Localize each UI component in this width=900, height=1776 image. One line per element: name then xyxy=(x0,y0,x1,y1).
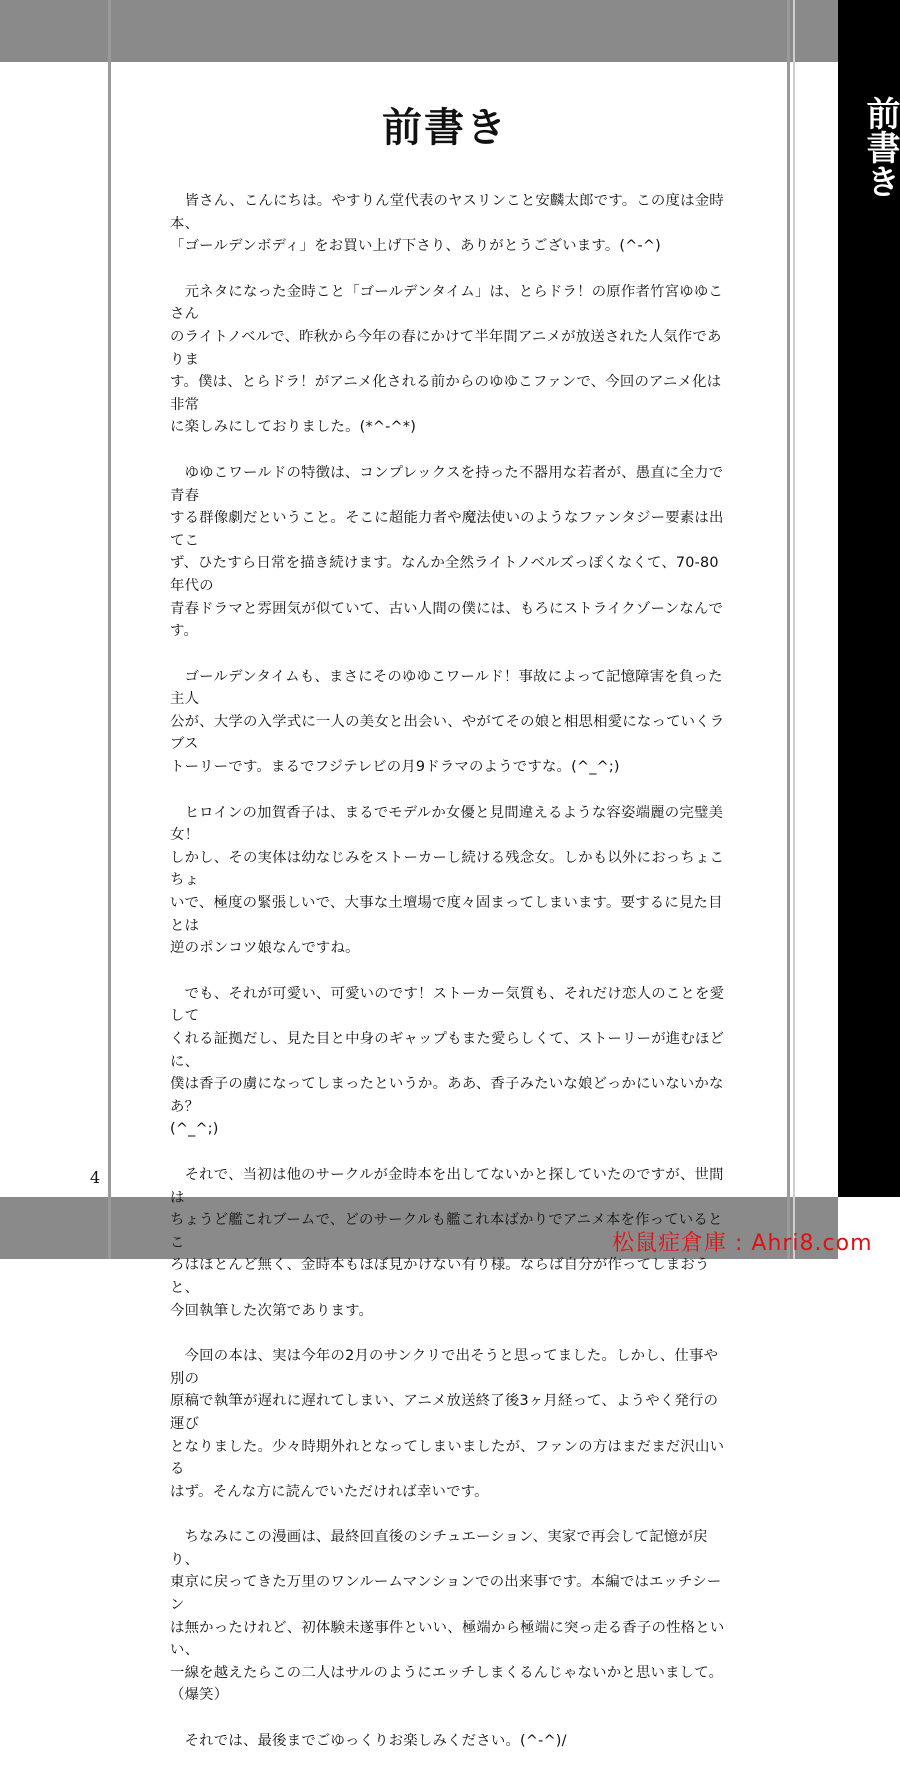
page-number: 4 xyxy=(90,1168,101,1187)
paragraph: ヒロインの加賀香子は、まるでモデルか女優と見間違えるような容姿端麗の完璧美女！ しかし、その実体は幼なじみをストーカーし続ける残念女。しかも以外におっちょこちょ いで、極度の緊張しいで、大事な土壇場で度々固まってしまいます。要するに見た目とは 逆のポンコツ娘なんですね。 xyxy=(170,804,725,957)
right-margin-rule xyxy=(787,0,790,1259)
watermark-text: 松鼠症倉庫 : Ahri8.com xyxy=(612,1231,873,1256)
paragraph: ゆゆこワールドの特徴は、コンプレックスを持った不器用な若者が、愚直に全力で青春 する群像劇だということ。そこに超能力者や魔法使いのようなファンタジー要素は出てこ ず、ひたすら日常を描き続けます。なんか全然ライトノベルズっぽくなくて、70-80年代の 青春ドラマと雰囲気が似ていて、古い人間の僕には、もろにストライクゾーンなんです。 xyxy=(170,464,724,640)
left-margin-rule xyxy=(108,0,111,1259)
paragraph: 元ネタになった金時こと「ゴールデンタイム」は、とらドラ！の原作者竹宮ゆゆこさん のライトノベルで、昨秋から今年の春にかけて半年間アニメが放送された人気作でありま す。僕は、とらドラ！がアニメ化される前からのゆゆこファンで、今回のアニメ化は非常 に楽しみにしておりました。(*^-^*) xyxy=(170,283,724,436)
paragraph: それでは、最後までごゆっくりお楽しみください。(^-^)/ xyxy=(170,1733,567,1750)
paragraph: ちなみにこの漫画は、最終回直後のシチュエーション、実家で再会して記憶が戻り、 東京に戻ってきた万里のワンルームマンションでの出来事です。本編ではエッチシーン は無かったけれど、初体験未遂事件といい、極端から極端に突っ走る香子の性格といい、 一線を越えたらこの二人はサルのようにエッチしまくるんじゃないかと思いまして。 （爆笑） xyxy=(170,1529,725,1704)
paragraph: 皆さん、こんにちは。やすりん堂代表のヤスリンこと安麟太郎です。この度は金時本、 「ゴールデンボディ」をお買い上げ下さり、ありがとうございます。(^-^) xyxy=(170,193,724,255)
paragraph: ゴールデンタイムも、まさにそのゆゆこワールド！事故によって記憶障害を負った主人 公が、大学の入学式に一人の美女と出会い、やがてその娘と相思相愛になっていくラブス トーリーです。まるでフジテレビの月9ドラマのようですな。(^_^;) xyxy=(170,668,725,776)
paragraph: でも、それが可愛い、可愛いのです！ストーカー気質も、それだけ恋人のことを愛して くれる証拠だし、見た目と中身のギャップもまた愛らしくて、ストーリーが進むほどに、 僕は香子の虜になってしまったというか。ああ、香子みたいな娘どっかにいないかなあ？ (^_^;) xyxy=(170,985,725,1138)
paragraph: 今回の本は、実は今年の2月のサンクリで出そうと思ってました。しかし、仕事や別の 原稿で執筆が遅れに遅れてしまい、アニメ放送終了後3ヶ月経って、ようやく発行の運び となりました。少々時期外れとなってしまいましたが、ファンの方はまだまだ沢山いる はず。そんな方に読んでいただければ幸いです。 xyxy=(170,1348,725,1500)
right-margin-rule-inner xyxy=(793,0,795,1259)
preface-body xyxy=(170,190,730,1776)
top-gray-band xyxy=(0,0,838,62)
paragraph: それで、当初は他のサークルが金時本を出してないかと探していたのですが、世間は ちょうど艦これブームで、どのサークルも艦これ本ばかりでアニメ本を作っているとこ ろはほとんど無く、金時本もほぼ見かけない有り様。ならば自分が作ってしまおうと、 今回執筆した次第であります。 xyxy=(170,1166,724,1319)
side-tab-title: 前書き xyxy=(860,96,900,198)
page-title: 前書き xyxy=(382,105,508,151)
